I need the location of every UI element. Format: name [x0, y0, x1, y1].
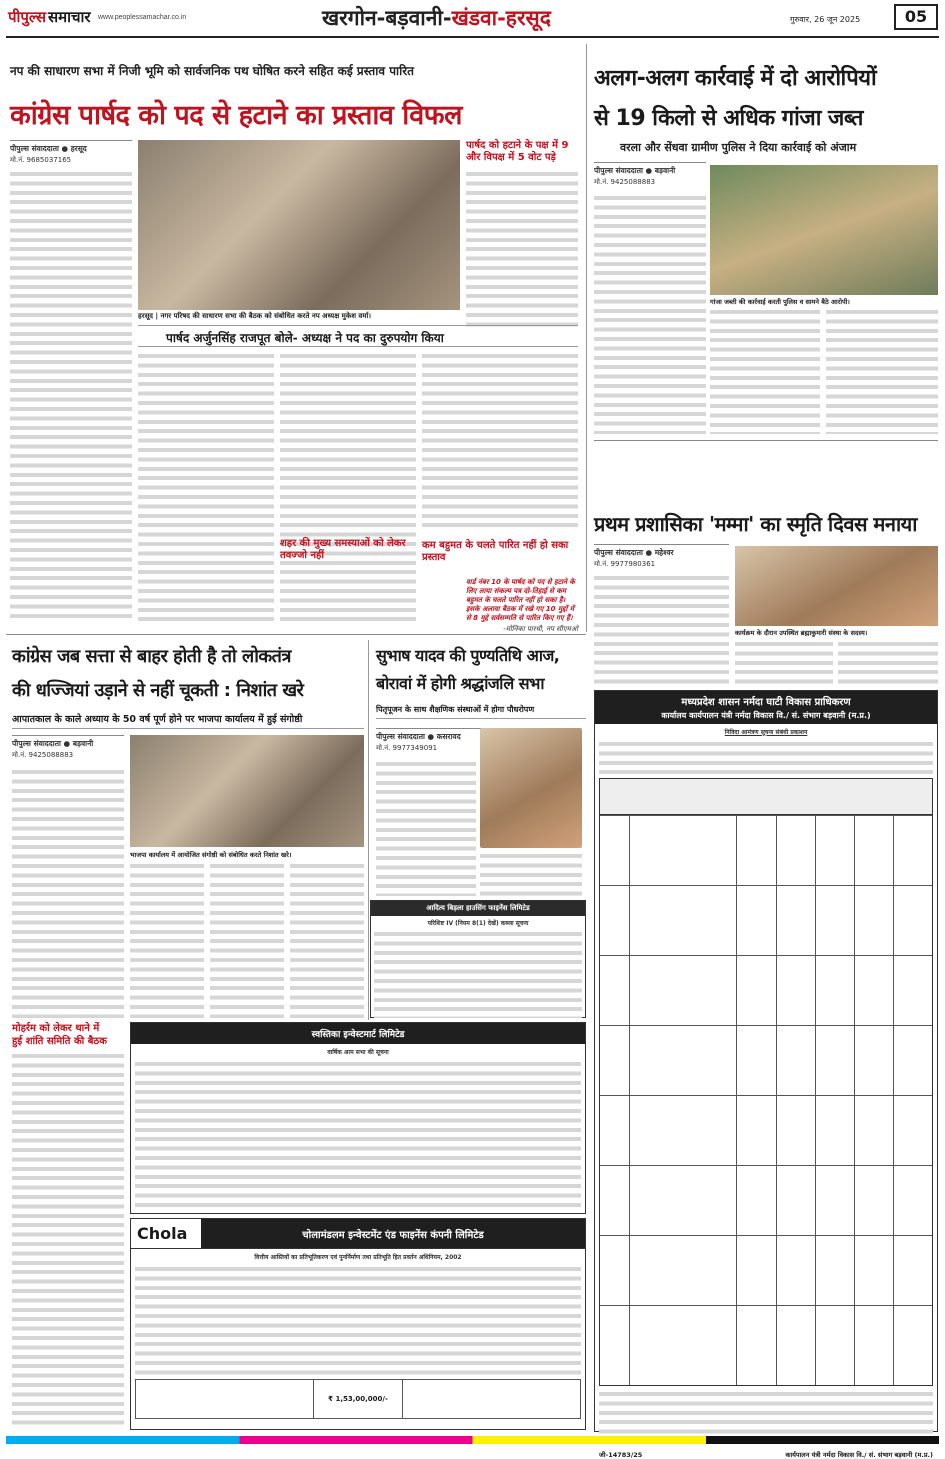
tender-ref: जी-14783/25 — [599, 1451, 643, 1459]
story2-byline-block — [594, 162, 706, 187]
chola-ad-table — [135, 1379, 581, 1419]
pullquote-sign: -मोनिका पारधी, नप सीएमओ — [503, 625, 578, 633]
chola-ad-sub: वित्तीय आस्तियों का प्रतिभूतिकरण एवं पुनर्निर्माण तथा प्रतिभूति हित प्रवर्तन अधिनियम, 2002 — [254, 1254, 462, 1261]
story5-headline-2: बोरावां में होगी श्रद्धांजलि सभा — [376, 674, 544, 693]
chola-ad-cell-borrower — [136, 1380, 314, 1418]
story3-headline: प्रथम प्रशासिका 'मम्मा' का स्मृति दिवस मनाया — [594, 512, 917, 536]
aditya-ad-body — [374, 930, 582, 1018]
story4-body-col3 — [210, 862, 284, 1018]
story5-body-col2 — [480, 852, 582, 896]
story2-body-col3 — [826, 308, 938, 434]
story1-pullquote-box — [466, 578, 578, 634]
masthead-brand — [8, 6, 91, 28]
chola-ad — [130, 1218, 586, 1430]
story1-inline-subhead: शहर की मुख्य समस्याओं को लेकर तवज्जो नहीं — [280, 538, 406, 561]
section-title-red: खंडवा-हरसूद — [451, 6, 551, 30]
story2-body-col1 — [594, 194, 706, 434]
story5-mobile: मो.नं. 9977349091 — [376, 744, 438, 752]
story2-byline: पीपुल्स संवाददाता ● बड़वानी — [594, 162, 706, 176]
color-register-bar — [6, 1436, 939, 1444]
story1-byline-block — [10, 140, 132, 165]
aditya-ad-sub: परिशिष्ट IV (नियम 8(1) देखें) कब्जा सूचना — [427, 920, 529, 927]
tender-row — [600, 1305, 932, 1385]
tender-row — [600, 885, 932, 955]
chola-ad-brand: Chola — [137, 1224, 188, 1243]
story3-photo — [735, 546, 938, 626]
page-number: 05 — [894, 4, 938, 30]
story3-photo-caption: कार्यक्रम के दौरान उपस्थित ब्रह्माकुमारी संस्था के सदस्य। — [735, 629, 868, 637]
issue-date: गुरुवार, 26 जून 2025 — [790, 15, 861, 24]
story2-photo-caption: गांजा जब्ती की कार्रवाई करती पुलिस व सामने बैठे आरोपी। — [710, 298, 850, 306]
story4-photo — [130, 735, 364, 847]
story5-portrait — [480, 728, 582, 848]
chola-ad-amount: ₹ 1,53,00,000/- — [314, 1380, 403, 1418]
story1-pullquote — [422, 540, 578, 564]
swastika-ad-sub: वार्षिक आम सभा की सूचना — [327, 1049, 389, 1056]
story2-rule — [594, 440, 938, 441]
story6-headline-1: मोहर्रम को लेकर थाने में — [12, 1023, 100, 1034]
story6-headline-2: हुई शांति समिति की बैठक — [12, 1036, 107, 1047]
story1-subhead: पार्षद अर्जुनसिंह राजपूत बोले- अध्यक्ष ने पद का दुरुपयोग किया — [138, 325, 578, 347]
story3-body-col3 — [838, 640, 938, 684]
story1-mobile: मो.नं. 9685037165 — [10, 156, 72, 164]
story1-headline: कांग्रेस पार्षद को पद से हटाने का प्रस्ताव विफल — [10, 100, 462, 131]
story1-inline-head — [280, 538, 416, 562]
story4-headline-2: की धज्जियां उड़ाने से नहीं चूकती : निशांत खरे — [12, 680, 304, 701]
story5-headline-1: सुभाष यादव की पुण्यतिथि आज, — [376, 646, 560, 665]
story1-body-col5 — [422, 352, 578, 532]
tender-org: मध्यप्रदेश शासन नर्मदा घाटी विकास प्राधिकरण — [681, 697, 851, 708]
story6-body — [12, 1052, 124, 1430]
aditya-birla-ad — [370, 900, 586, 1018]
column-divider — [586, 44, 587, 632]
story2-body-col2 — [710, 308, 820, 434]
chola-ad-cell-property — [403, 1380, 580, 1418]
story1-kicker: नप की साधारण सभा में निजी भूमि को सार्वजनिक पथ घोषित करने सहित कई प्रस्ताव पारित — [10, 64, 414, 78]
story1-photo-caption: हरसूद | नगर परिषद की साधारण सभा की बैठक को संबोधित करते नप अध्यक्ष मुकेश वर्मा। — [138, 312, 371, 320]
story5-subhead: पितृपूजन के साथ शैक्षणिक संस्थाओं में होगा पौधरोपण — [376, 704, 586, 719]
tender-row — [600, 1025, 932, 1095]
section-title-dark: खरगोन-बड़वानी- — [322, 6, 452, 30]
story4-mobile: मो.नं. 9425088883 — [12, 751, 74, 759]
tender-sub: निविदा आमंत्रण सूचना संबंधी प्रकाशन — [724, 729, 808, 736]
tender-row — [600, 1235, 932, 1305]
story6-headline — [12, 1022, 124, 1048]
tender-table-head — [600, 779, 932, 815]
story5-byline: पीपुल्स संवाददाता ● कसरावद — [376, 728, 486, 742]
tender-office: कार्यालय कार्यपालन यंत्री नर्मदा विकास वि./ सं. संभाग बड़वानी (म.प्र.) — [661, 711, 871, 720]
tender-intro — [599, 740, 933, 774]
story2-mobile: मो.नं. 9425088883 — [594, 178, 656, 186]
swastika-ad-title: स्वस्तिका इन्वेस्टमार्ट लिमिटेड — [131, 1023, 585, 1044]
tender-row — [600, 815, 932, 885]
tender-footer — [599, 1450, 933, 1459]
story1-photo — [138, 140, 460, 310]
chola-ad-body — [135, 1265, 581, 1375]
story4-body-col4 — [290, 862, 364, 1018]
chola-ad-header — [131, 1219, 585, 1249]
brand-part-b: समाचार — [48, 8, 91, 26]
story1-sidebar-head: पार्षद को हटाने के पक्ष में 9 और विपक्ष में 5 वोट पड़े — [466, 140, 569, 163]
column-divider-2 — [368, 640, 369, 1020]
pullquote-head: कम बहुमत के चलते पारित नहीं हो सका प्रस्ताव — [422, 540, 569, 563]
story2-subhead: वरला और सेंधवा ग्रामीण पुलिस ने दिया कार्रवाई को अंजाम — [620, 141, 857, 154]
story3-body-col1 — [594, 574, 729, 684]
brand-part-a: पीपुल्स — [8, 8, 47, 26]
story3-body-col2 — [735, 640, 833, 684]
story4-body-col2 — [130, 862, 204, 1018]
story3-byline: पीपुल्स संवाददाता ● महेश्वर — [594, 544, 729, 558]
story4-byline-block — [12, 735, 124, 760]
story4-subhead: आपातकाल के काले अध्याय के 50 वर्ष पूर्ण होने पर भाजपा कार्यालय में हुई संगोष्ठी — [12, 712, 364, 729]
story1-body-col2 — [466, 170, 578, 330]
story1-body-col3 — [138, 352, 274, 622]
story1-body-col4 — [280, 352, 416, 622]
story4-body-col1 — [12, 768, 124, 1018]
story2-headline-1: अलग-अलग कार्रवाई में दो आरोपियों — [594, 66, 877, 91]
tender-ad — [594, 690, 938, 1459]
pullquote-body: वार्ड नंबर 10 के पार्षद को पद से हटाने के लिए लाया संकल्प पत्र दो-तिहाई से कम बहुमत के चलते पारित नहीं हो सका है। इसके अलावा बैठक में रखे गए 10 मुद्दों में से 8 मुद्दे सर्वसम्मति से पारित किए गए हैं। — [466, 578, 575, 622]
story5-byline-block — [376, 728, 486, 753]
swastika-ad-body — [135, 1060, 581, 1210]
masthead-rule — [6, 36, 939, 38]
story3-mobile: मो.नं. 9977980361 — [594, 560, 656, 568]
story5-body-col1 — [376, 760, 476, 896]
story4-photo-caption: भाजपा कार्यालय में आयोजित संगोष्ठी को संबोधित करते निशांत खरे। — [130, 851, 292, 859]
story4-headline-1: कांग्रेस जब सत्ता से बाहर होती है तो लोकतंत्र — [12, 646, 291, 667]
story3-byline-block — [594, 544, 729, 569]
tender-row — [600, 1165, 932, 1235]
tender-header — [595, 691, 937, 724]
story4-byline: पीपुल्स संवाददाता ● बड़वानी — [12, 735, 124, 749]
masthead-url: www.peoplessamachar.co.in — [98, 14, 187, 21]
swastika-ad — [130, 1022, 586, 1214]
chola-ad-title: चोलामंडलम इन्वेस्टमेंट एंड फाइनेंस कंपनी लिमिटेड — [201, 1219, 585, 1248]
tender-sign: कार्यपालन यंत्री नर्मदा विकास वि./ सं. संभाग बड़वानी (म.प्र.) — [785, 1451, 933, 1459]
section-title — [322, 4, 551, 32]
tender-row — [600, 1095, 932, 1165]
tender-row — [600, 955, 932, 1025]
story1-body-col1 — [10, 170, 132, 622]
story2-photo — [710, 165, 938, 295]
tender-table — [599, 778, 933, 1386]
story2-headline-2: से 19 किलो से अधिक गांजा जब्त — [594, 106, 863, 131]
story1-byline: पीपुल्स संवाददाता ● हरसूद — [10, 140, 132, 154]
aditya-ad-title: आदित्य बिड़ला हाउसिंग फाइनेंस लिमिटेड — [371, 901, 585, 916]
mid-rule — [6, 634, 586, 635]
